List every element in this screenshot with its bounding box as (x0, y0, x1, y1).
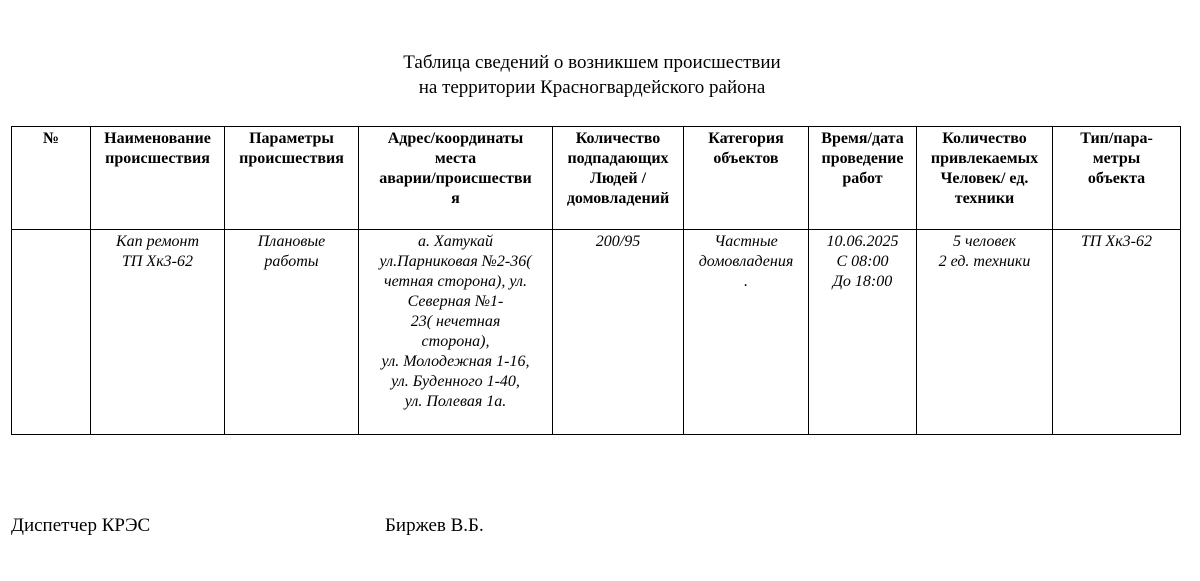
header-incident-name: Наименование происшествия (91, 127, 225, 230)
header-address: Адрес/координаты места аварии/происшестви я (359, 127, 553, 230)
title-line-1: Таблица сведений о возникшем происшествии (403, 52, 781, 73)
signature-name: Биржев В.Б. (385, 515, 484, 536)
cell-address: а. Хатукай ул.Парниковая №2-36( четная сторона), ул. Северная №1- 23( нечетная сторона), ул. Молодежная 1-16, ул. Буденного 1-40, ул. Полевая 1а. (359, 230, 553, 435)
table-row (12, 230, 1181, 435)
document-title (0, 50, 1184, 100)
header-affected-count: Количество подпадающих Людей / домовладений (553, 127, 684, 230)
cell-incident-name: Кап ремонт ТП Хк3-62 (91, 230, 225, 435)
header-resources: Количество привлекаемых Человек/ ед. техники (917, 127, 1053, 230)
title-line-2: на территории Красногвардейского района (418, 77, 766, 98)
header-object-type: Тип/пара- метры объекта (1053, 127, 1181, 230)
signature-position: Диспетчер КРЭС (11, 515, 151, 536)
cell-incident-params: Плановые работы (225, 230, 359, 435)
cell-object-type: ТП Хк3-62 (1053, 230, 1181, 435)
table-header-row (12, 127, 1181, 230)
header-work-time: Время/дата проведение работ (809, 127, 917, 230)
header-object-category: Категория объектов (684, 127, 809, 230)
cell-object-category: Частные домовладения . (684, 230, 809, 435)
cell-resources: 5 человек 2 ед. техники (917, 230, 1053, 435)
cell-number (12, 230, 91, 435)
incident-table (11, 126, 1181, 435)
header-number: № (12, 127, 91, 230)
cell-work-time: 10.06.2025 С 08:00 До 18:00 (809, 230, 917, 435)
header-incident-params: Параметры происшествия (225, 127, 359, 230)
cell-affected-count: 200/95 (553, 230, 684, 435)
